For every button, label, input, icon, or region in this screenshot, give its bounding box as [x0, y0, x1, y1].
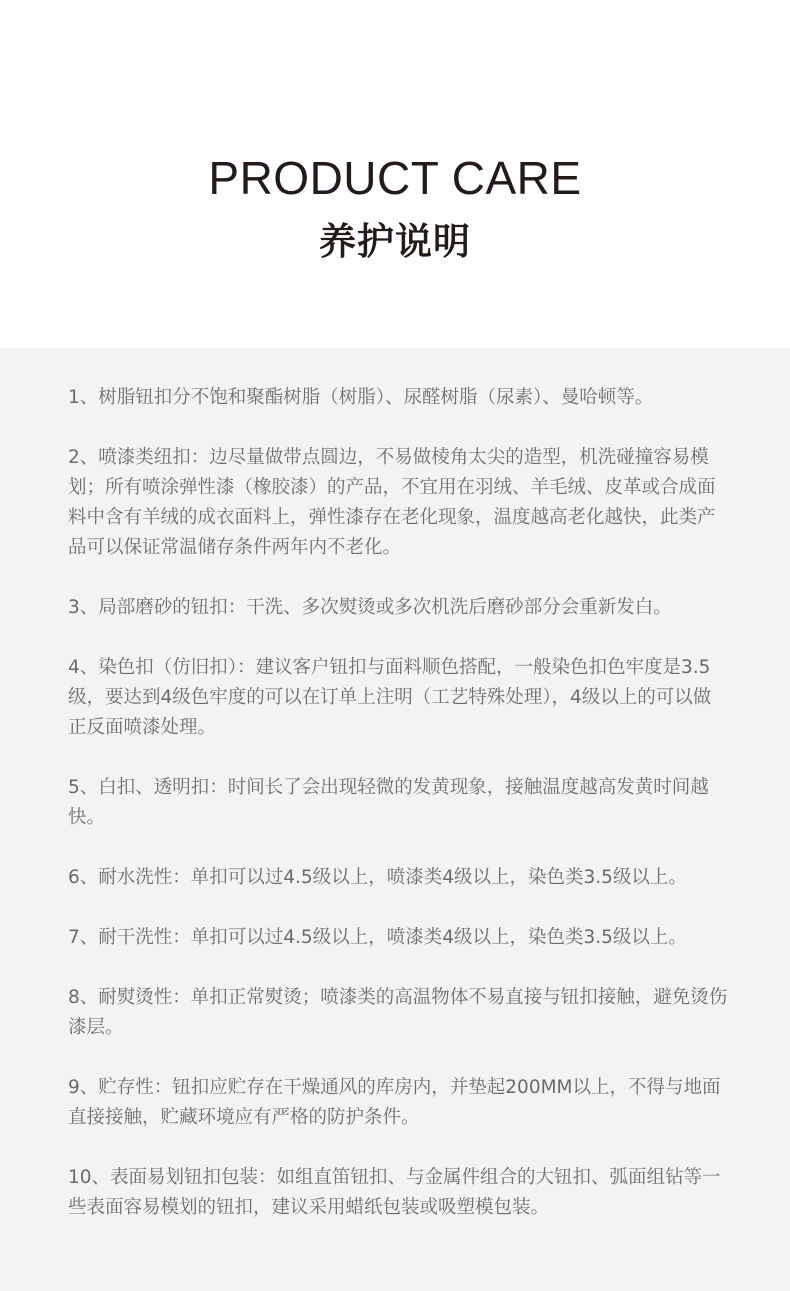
care-item-frosted-buttons: 3、局部磨砂的钮扣：干洗、多次熨烫或多次机洗后磨砂部分会重新发白。	[68, 597, 672, 618]
care-item-resin-buttons: 1、树脂钮扣分不饱和聚酯树脂（树脂）、尿醛树脂（尿素）、曼哈顿等。	[68, 387, 654, 408]
page-header	[0, 0, 790, 348]
care-item-wash-resistance: 6、耐水洗性：单扣可以过4.5级以上，喷漆类4级以上，染色类3.5级以上。	[68, 867, 687, 888]
care-item-dyed-buttons: 4、染色扣（仿旧扣）：建议客户钮扣与面料顺色搭配，一般染色扣色牢度是3.5级，要达到4级色牢度的可以在订单上注明（工艺特殊处理），4级以上的可以做正反面喷漆处理。	[68, 657, 712, 738]
page-title-chinese: 养护说明	[319, 220, 471, 263]
care-item-painted-buttons: 2、喷漆类纽扣：边尽量做带点圆边，不易做棱角太尖的造型，机洗碰撞容易模划；所有喷涂弹性漆（橡胶漆）的产品，不宜用在羽绒、羊毛绒、皮革或合成面料中含有羊绒的成衣面料上，弹性漆存在老化现象，温度越高老化越快，此类产品可以保证常温储存条件两年内不老化。	[68, 447, 716, 558]
care-item-ironing-resistance: 8、耐熨烫性：单扣正常熨烫；喷漆类的高温物体不易直接与钮扣接触，避免烫伤漆层。	[68, 987, 728, 1038]
care-item-dry-clean-resistance: 7、耐干洗性：单扣可以过4.5级以上，喷漆类4级以上，染色类3.5级以上。	[68, 927, 687, 948]
care-instructions-section	[0, 348, 790, 1291]
care-item-storage: 9、贮存性：钮扣应贮存在干燥通风的库房内，并垫起200MM以上，不得与地面直接接触，贮藏环境应有严格的防护条件。	[68, 1077, 721, 1128]
care-item-packaging: 10、表面易划钮扣包装：如组直笛钮扣、与金属件组合的大钮扣、弧面组钻等一些表面容易模划的钮扣，建议采用蜡纸包装或吸塑模包装。	[68, 1167, 721, 1218]
care-item-white-transparent-buttons: 5、白扣、透明扣：时间长了会出现轻微的发黄现象，接触温度越高发黄时间越快。	[68, 777, 709, 828]
page-title-english: PRODUCT CARE	[208, 152, 582, 204]
